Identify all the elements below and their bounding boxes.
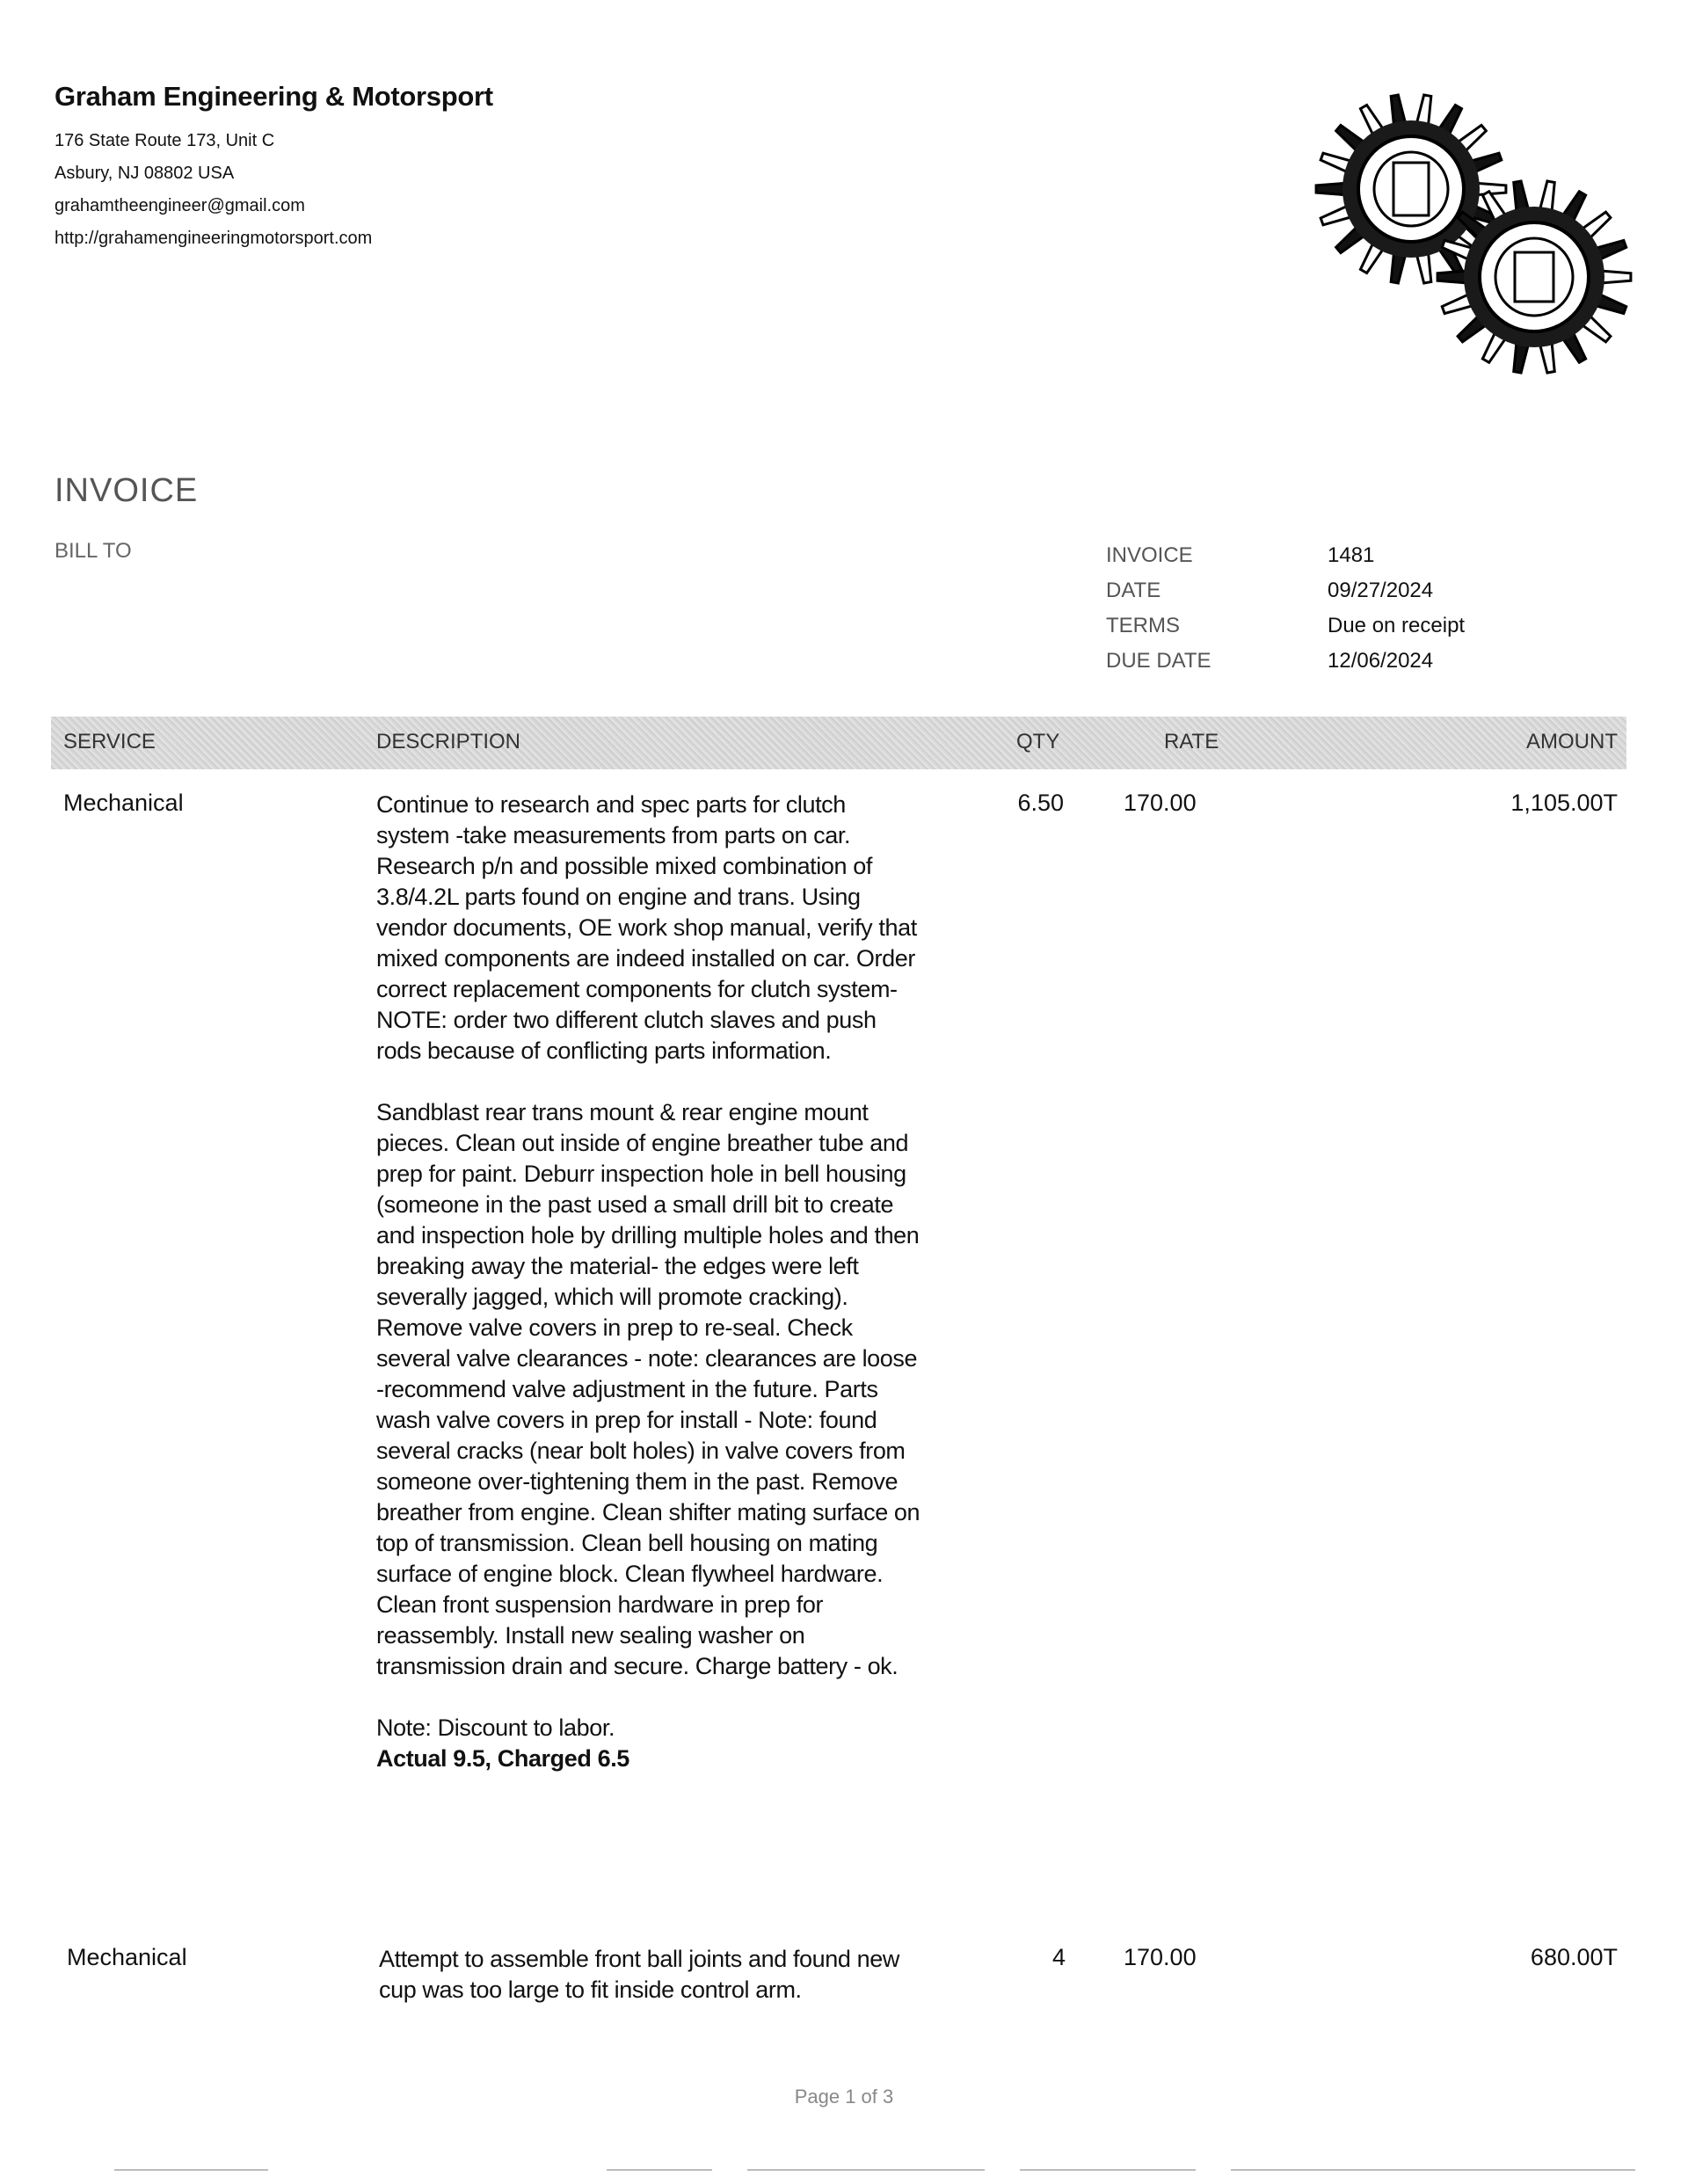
invoice-due-date: 12/06/2024	[1328, 649, 1434, 673]
meta-label: TERMS	[1106, 614, 1180, 637]
description-note	[376, 1713, 921, 1774]
row-description	[379, 1944, 924, 2006]
column-header-rate: RATE	[1164, 730, 1219, 753]
note-hours-line: Actual 9.5, Charged 6.5	[376, 1745, 629, 1772]
meta-label: DATE	[1106, 579, 1161, 602]
company-email: grahamtheengineer@gmail.com	[55, 196, 305, 215]
table-header	[51, 717, 1626, 769]
invoice-terms: Due on receipt	[1328, 614, 1466, 637]
scan-artifact-line	[114, 2169, 268, 2171]
invoice-number: 1481	[1328, 543, 1375, 567]
meta-row-terms	[1106, 608, 1465, 644]
row-qty: 6.50	[1017, 790, 1064, 816]
invoice-meta	[1106, 538, 1465, 679]
meta-label: DUE DATE	[1106, 649, 1211, 673]
row-amount: 680.00T	[1530, 1944, 1618, 1970]
meta-row-due-date	[1106, 644, 1465, 679]
scan-artifact-line	[747, 2169, 985, 2171]
company-website: http://grahamengineeringmotorsport.com	[55, 229, 373, 248]
scan-artifact-line	[1231, 2169, 1635, 2171]
bill-to-label: BILL TO	[55, 539, 132, 563]
row-rate: 170.00	[1124, 790, 1197, 816]
company-address-line2: Asbury, NJ 08802 USA	[55, 164, 235, 183]
company-name: Graham Engineering & Motorsport	[55, 81, 493, 112]
company-info	[55, 81, 493, 255]
row-qty: 4	[1051, 1944, 1066, 1970]
company-address-line1: 176 State Route 173, Unit C	[55, 131, 275, 150]
column-header-service: SERVICE	[63, 730, 156, 753]
row-service: Mechanical	[63, 790, 184, 816]
invoice-title: INVOICE	[55, 472, 199, 509]
description-paragraph: Attempt to assemble front ball joints and found new cup was too large to fit inside control arm.	[379, 1946, 899, 2003]
column-header-description: DESCRIPTION	[376, 730, 521, 753]
scan-artifact-line	[1020, 2169, 1196, 2171]
row-description	[376, 790, 921, 1774]
gears-icon	[1279, 84, 1666, 391]
column-header-amount: AMOUNT	[1526, 730, 1618, 753]
scan-artifact-line	[607, 2169, 712, 2171]
note-line: Note: Discount to labor.	[376, 1714, 615, 1741]
row-rate: 170.00	[1124, 1944, 1197, 1970]
row-service: Mechanical	[67, 1944, 187, 1970]
description-paragraph: Continue to research and spec parts for clutch system -take measurements from parts on car. Research p/n and possible mixed combination of 3.8/4.2L parts found on engine and trans. Using vendor documents, OE work shop manual, verify that mixed components are indeed installed on car. Order correct replacement components for clutch system- NOTE: order two different clutch slaves and push rods because of conflicting parts information.	[376, 791, 917, 1064]
column-header-qty: QTY	[1016, 730, 1060, 753]
invoice-date: 09/27/2024	[1328, 579, 1434, 602]
meta-row-invoice	[1106, 538, 1465, 573]
row-amount: 1,105.00T	[1510, 790, 1618, 816]
description-paragraph: Sandblast rear trans mount & rear engine mount pieces. Clean out inside of engine breather tube and prep for paint. Deburr inspection hole in bell housing (someone in the past used a small drill bit to create and inspection hole by drilling multiple holes and then breaking away the material- the edges were left severally jagged, which will promote cracking). Remove valve covers in prep to re-seal. Check several valve clearances - note: clearances are loose -recommend valve adjustment in the future. Parts wash valve covers in prep for install - Note: found several cracks (near bolt holes) in valve covers from someone over-tightening them in the past. Remove breather from engine. Clean shifter mating surface on top of transmission. Clean bell housing on mating surface of engine block. Clean flywheel hardware. Clean front suspension hardware in prep for reassembly. Install new sealing washer on transmission drain and secure. Charge battery - ok.	[376, 1099, 920, 1679]
meta-row-date	[1106, 573, 1465, 608]
meta-label: INVOICE	[1106, 543, 1193, 567]
page-indicator: Page 1 of 3	[794, 2086, 894, 2108]
